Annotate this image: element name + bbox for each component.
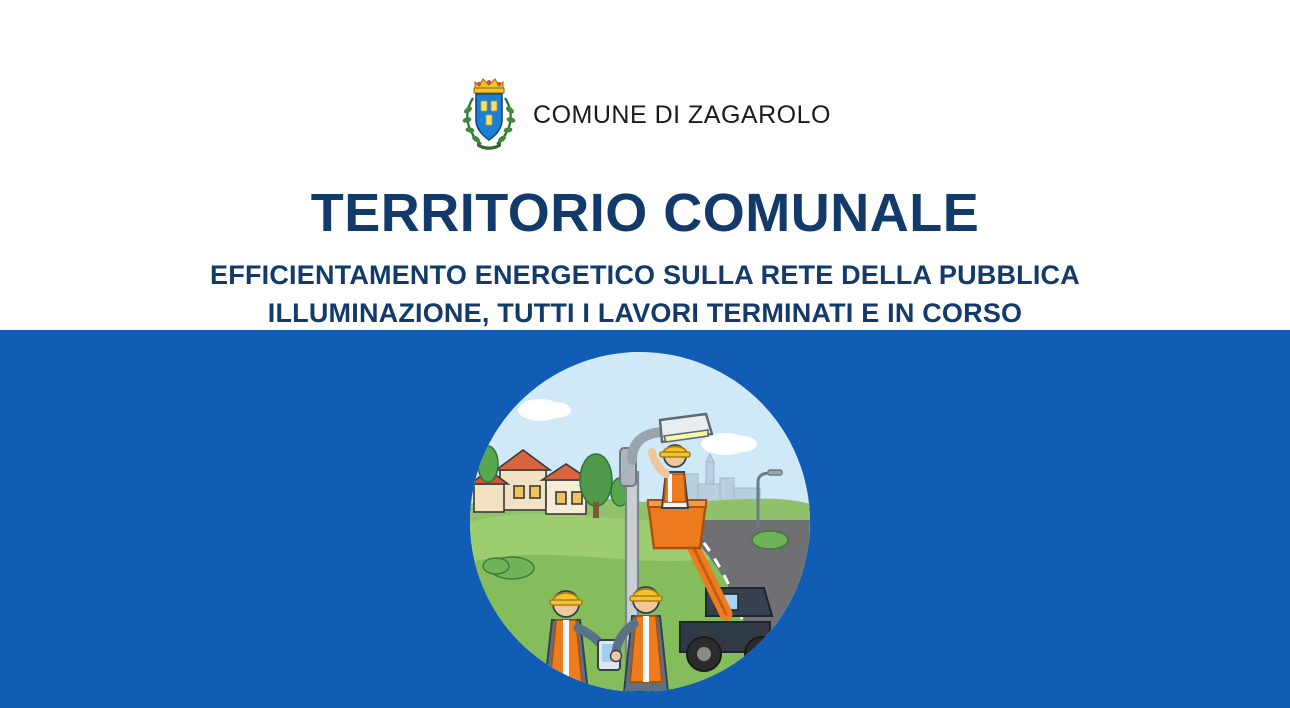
page-title: TERRITORIO COMUNALE: [310, 183, 980, 243]
coat-of-arms-icon: [459, 72, 519, 158]
municipality-name: COMUNE DI ZAGAROLO: [533, 100, 831, 129]
page-subtitle: [120, 256, 1170, 332]
header-section: [0, 0, 1290, 330]
brand-block: [0, 72, 1290, 158]
subtitle-line-1: EFFICIENTAMENTO ENERGETICO SULLA RETE DELLA PUBBLICA: [210, 260, 1080, 290]
public-lighting-maintenance-illustration: [470, 352, 810, 692]
subtitle-line-2: ILLUMINAZIONE, TUTTI I LAVORI TERMINATI E IN CORSO: [267, 298, 1023, 328]
